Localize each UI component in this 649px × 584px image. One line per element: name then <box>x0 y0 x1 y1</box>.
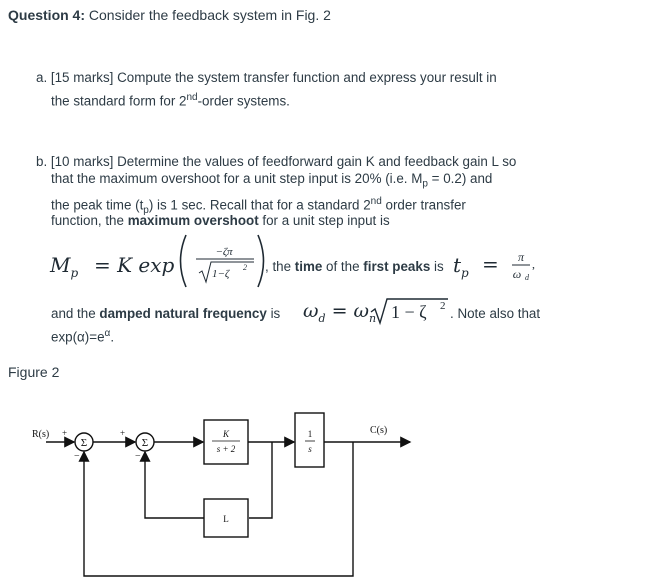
part-b-line-2 <box>51 172 492 190</box>
sum2-symbol: Σ <box>141 437 149 449</box>
sqrt-term <box>370 296 450 326</box>
output-label: C(s) <box>370 425 388 436</box>
note-text: . Note also that <box>450 306 541 321</box>
part-b-line-1: b. [10 marks] Determine the values of feedforward gain K and feedback gain L so <box>36 154 517 169</box>
text: , the <box>265 259 295 274</box>
part-b-text: that the maximum overshoot for a unit step input is 20% (i.e. M <box>51 171 423 186</box>
l-feedback-path <box>145 452 204 518</box>
part-b-text: function, the <box>51 213 128 228</box>
exponent-numerator: −ζπ <box>215 246 233 258</box>
sum1-minus: − <box>74 451 80 462</box>
bold-term: damped natural frequency <box>99 306 267 321</box>
sqrt-body: 1 − ζ <box>391 302 427 322</box>
exp-sup: α <box>104 328 111 339</box>
mp-subscript: p <box>70 266 79 280</box>
exp-dot: . <box>110 329 115 345</box>
unity-feedback-path <box>84 442 353 576</box>
tp-subscript: p <box>461 266 469 280</box>
omega: ω <box>303 300 319 322</box>
wd-formula <box>303 300 376 325</box>
k-denominator: s + 2 <box>216 444 236 454</box>
mp-symbol: M <box>50 253 71 277</box>
mp-rhs: = K exp <box>94 253 175 277</box>
part-a-text: the standard form for 2 <box>51 93 187 109</box>
peak-time-text <box>265 260 444 273</box>
wn-subscript: n <box>369 311 377 325</box>
text: is <box>266 306 281 321</box>
mp-lhs <box>50 253 78 280</box>
tp-symbol <box>453 253 469 280</box>
part-b-text: order transfer <box>381 197 466 213</box>
integrator-block <box>295 413 324 467</box>
question-heading <box>8 7 331 23</box>
k-block <box>204 420 248 464</box>
text: and the <box>51 306 100 321</box>
bold-term: first peaks <box>363 259 431 274</box>
wd-subscript: d <box>318 311 326 325</box>
sqrt-sup: 2 <box>440 300 446 312</box>
part-a-line-2 <box>51 93 290 108</box>
block-diagram <box>0 395 649 584</box>
bold-term: maximum overshoot <box>127 213 259 228</box>
sum2-plus: + <box>120 428 126 438</box>
l-label: L <box>223 514 229 524</box>
bold-term: time <box>294 259 323 274</box>
question-label: Question 4: <box>8 7 86 23</box>
part-b-text: for a unit step input is <box>258 213 390 228</box>
superscript-nd: nd <box>370 196 382 207</box>
subscript-p: p <box>422 178 428 190</box>
tp-equals: = <box>482 252 499 276</box>
integrator-denominator: s <box>308 444 312 454</box>
damped-frequency-text <box>51 307 280 320</box>
text: of the <box>322 259 364 274</box>
part-b-text: ) is 1 sec. Recall that for a standard 2 <box>148 197 371 213</box>
part-a-line-1: a. [15 marks] Compute the system transfer function and express your result in <box>36 70 497 85</box>
k-numerator: K <box>222 429 230 439</box>
sum2-minus: − <box>135 451 141 462</box>
sum1-symbol: Σ <box>80 437 88 449</box>
exponent-den-sup: 2 <box>243 263 247 272</box>
tp-numerator: π <box>517 250 525 264</box>
part-b-text: = 0.2) and <box>427 171 493 186</box>
equals-omega: = ω <box>325 300 370 322</box>
text: is <box>430 259 444 274</box>
input-label: R(s) <box>32 429 50 440</box>
integrator-numerator: 1 <box>307 429 313 439</box>
tp-denominator: ω <box>512 267 522 281</box>
tp-fraction <box>508 248 538 282</box>
part-b-line-4 <box>51 214 390 227</box>
part-b-text: the peak time (t <box>51 197 144 213</box>
sum1-plus: + <box>62 428 68 438</box>
l-pickoff <box>249 442 272 518</box>
tp-comma: , <box>532 257 535 271</box>
overshoot-exponent <box>174 232 270 290</box>
superscript-nd: nd <box>186 92 198 103</box>
exp-definition <box>51 329 114 344</box>
tp-letter: t <box>453 253 462 277</box>
exponent-denominator: 1−ζ <box>212 268 230 280</box>
figure-label: Figure 2 <box>8 364 60 380</box>
part-a-text-end: -order systems. <box>197 93 290 109</box>
tp-den-sub: d <box>525 273 529 282</box>
subscript-p: p <box>143 205 149 217</box>
question-text: Consider the feedback system in Fig. 2 <box>85 7 331 23</box>
exp-text: exp(α)=e <box>51 329 105 345</box>
